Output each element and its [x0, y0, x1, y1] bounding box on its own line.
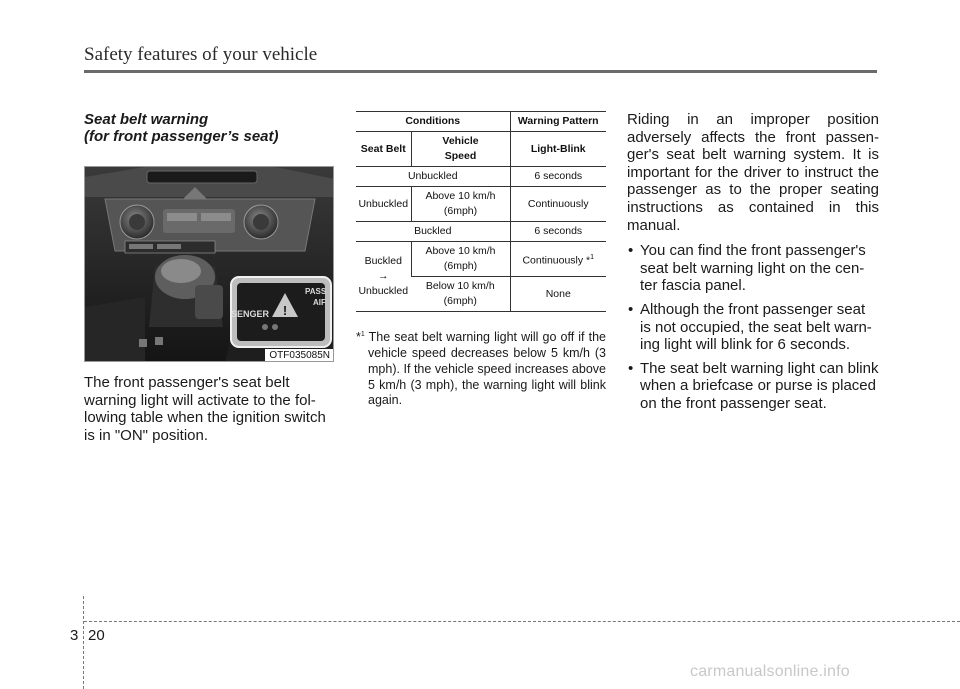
svg-text:!: ! — [282, 303, 288, 318]
header-rule — [84, 70, 877, 73]
footer-rule — [84, 621, 960, 622]
section-title-line1: Seat belt warning — [84, 111, 209, 128]
positioning-paragraph: Riding in an improper position adversely affects the front passen-ger's seat belt warning system. It is important for the driver to instruct the passenger as to the proper seating instructions as contained in this manual. — [627, 111, 879, 234]
photo-label-right-bottom: AIF — [313, 298, 326, 307]
watermark-text: carmanualsonline.info — [690, 663, 850, 680]
table-header-row — [356, 112, 606, 132]
table-footnote — [356, 327, 606, 409]
row5-speed — [411, 277, 510, 312]
row2-belt: Unbuckled — [356, 187, 411, 222]
section-title-line2: (for front passenger’s seat) — [84, 128, 279, 145]
row4-belt-line2: Unbuckled — [358, 285, 409, 297]
header-vehicle-speed-line2: Speed — [444, 150, 477, 162]
footnote-text: The seat belt warning light will go off if the vehicle speed decreases below 5 km/h (3 mph). If the vehicle speed increases above 5 km/h (3 mph), the warning light will blink again. — [364, 330, 606, 408]
row2-speed — [411, 187, 510, 222]
row4-pattern — [510, 242, 606, 277]
photo-label-right-top: PASS — [305, 287, 327, 296]
footer-vertical-rule — [83, 596, 84, 689]
row2-speed-line2: (6mph) — [443, 205, 478, 217]
right-column — [627, 111, 879, 419]
row5-speed-line2: (6mph) — [443, 295, 477, 307]
header-vehicle-speed-line1: Vehicle — [442, 135, 479, 147]
header-seat-belt: Seat Belt — [356, 132, 411, 167]
header-warning-pattern: Warning Pattern — [510, 112, 606, 132]
row4-pattern-text: Continuously * — [522, 254, 591, 267]
row4-speed-line1: Above 10 km/h — [425, 245, 496, 257]
row1-condition: Unbuckled — [356, 167, 510, 187]
list-item: • You can find the front passenger's seat belt warning light on the cen-ter fascia panel. — [627, 242, 879, 295]
header-conditions: Conditions — [356, 112, 510, 132]
list-item: • Although the front passenger seat is not occupied, the seat belt warn-ing light will blink for 6 seconds. — [627, 301, 879, 354]
table-row — [356, 242, 606, 277]
dashboard-photo — [84, 166, 334, 362]
table-row — [356, 222, 606, 242]
header-vehicle-speed — [411, 132, 510, 167]
dashboard-illustration — [85, 167, 334, 362]
header-light-blink: Light-Blink — [510, 132, 606, 167]
table-row — [356, 187, 606, 222]
row1-pattern: 6 seconds — [510, 167, 606, 187]
table-row — [356, 167, 606, 187]
chapter-number: 3 — [70, 627, 79, 644]
row2-speed-line1: Above 10 km/h — [425, 190, 496, 202]
row2-pattern: Continuously — [510, 187, 606, 222]
middle-column — [356, 111, 606, 409]
row4-pattern-sup: 1 — [590, 253, 595, 261]
row4-belt-line1: Buckled → — [364, 255, 402, 282]
row4-belt — [356, 242, 411, 312]
row4-speed-line2: (6mph) — [443, 260, 478, 272]
photo-label-left: SENGER — [231, 309, 270, 319]
left-column — [84, 111, 334, 444]
footnote-mark: * — [356, 330, 361, 345]
list-item: • The seat belt warning light can blink when a briefcase or purse is placed on the front passenger seat. — [627, 360, 879, 413]
row5-pattern: None — [510, 277, 606, 312]
footnote-sup: 1 — [360, 331, 365, 338]
row3-condition: Buckled — [356, 222, 510, 242]
page-number: 20 — [88, 627, 105, 644]
page-header-title: Safety features of your vehicle — [84, 44, 318, 65]
section-title — [84, 111, 334, 145]
row5-speed-line1: Below 10 km/h — [425, 280, 495, 292]
row3-pattern: 6 seconds — [510, 222, 606, 242]
warning-conditions-table — [356, 111, 606, 312]
table-subheader-row — [356, 132, 606, 167]
photo-code-label: OTF035085N — [265, 349, 333, 361]
bullet-list — [627, 242, 879, 412]
intro-paragraph: The front passenger's seat belt warning light will activate to the fol-lowing table when the ignition switch is in "ON" position. — [84, 374, 326, 444]
row4-speed — [411, 242, 510, 277]
